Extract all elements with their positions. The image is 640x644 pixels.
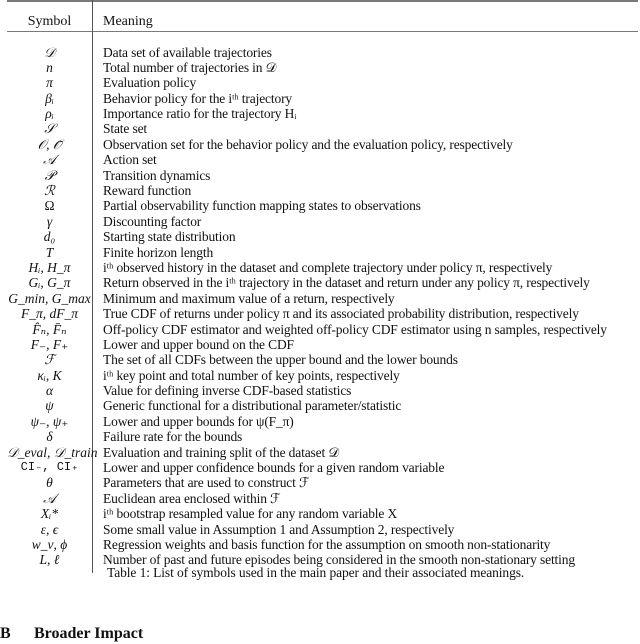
meaning-cell: The set of all CDFs between the upper bound and the lower bounds [103,352,458,368]
meaning-cell: Starting state distribution [103,229,236,245]
symbol-cell: 𝒜 [43,490,56,506]
column-header-meaning: Meaning [103,14,153,29]
symbol-cell: βᵢ [45,90,54,106]
symbol-cell: G_min, G_max [8,290,91,306]
table-row [0,152,640,167]
symbol-table-body [0,45,640,568]
symbol-cell: ρᵢ [45,106,54,122]
meaning-cell: Observation set for the behavior policy and the evaluation policy, respectively [103,136,513,152]
meaning-cell: Action set [103,152,157,168]
table-row [0,275,640,290]
symbol-cell: L, ℓ [39,552,60,568]
table-row [0,75,640,90]
table-row [0,106,640,121]
meaning-cell: Lower and upper bounds for ψ(F_π) [103,413,294,429]
symbol-cell: π [46,75,53,91]
table-row [0,506,640,521]
table-row [0,322,640,337]
meaning-cell: Off-policy CDF estimator and weighted off-policy CDF estimator using n samples, respectively [103,321,607,337]
meaning-cell: Behavior policy for the iᵗʰ trajectory [103,90,293,106]
meaning-cell: Minimum and maximum value of a return, respectively [103,290,395,306]
table-row [0,445,640,460]
table-row [0,429,640,444]
meaning-cell: State set [103,121,148,137]
meaning-cell: Data set of available trajectories [103,44,272,60]
meaning-cell: Transition dynamics [103,167,211,183]
table-row [0,475,640,490]
table-row [0,368,640,383]
symbol-cell: CI₋, CI₊ [20,460,79,475]
table-row [0,229,640,244]
meaning-cell: Importance ratio for the trajectory Hᵢ [103,106,297,122]
symbol-cell: d₀ [43,229,56,245]
symbol-cell: Gᵢ, G_π [28,275,71,291]
table-row [0,198,640,213]
section-title: Broader Impact [34,625,144,642]
meaning-cell: Lower and upper confidence bounds for a given random variable [103,460,445,476]
symbol-cell: 𝒫 [44,167,55,183]
table-row [0,398,640,413]
meaning-cell: True CDF of returns under policy π and its associated probability distribution, respectively [103,306,579,322]
table-row [0,260,640,275]
meaning-cell: Some small value in Assumption 1 and Assumption 2, respectively [103,521,455,537]
symbol-cell: w_ν, ϕ [31,537,68,552]
meaning-cell: iᵗʰ observed history in the dataset and complete trajectory under policy π, respectively [103,259,553,275]
meaning-cell: Reward function [103,183,192,199]
symbol-cell: F̂ₙ, F̄ₙ [32,321,67,337]
symbol-cell: ψ [45,398,54,414]
meaning-cell: Finite horizon length [103,244,214,260]
symbol-cell: n [46,59,53,75]
symbol-cell: 𝒟 [44,44,55,60]
symbol-cell: κᵢ, K [37,367,62,383]
table-row [0,45,640,60]
symbol-cell: T [45,244,54,260]
section-heading [0,625,143,643]
meaning-cell: Evaluation and training split of the dataset 𝒟 [103,444,339,460]
table-row [0,183,640,198]
symbol-cell: α [45,383,54,399]
table-row [0,245,640,260]
section-number: B [0,625,11,642]
table-header-rule [7,31,638,32]
table-row [0,137,640,152]
symbol-cell: θ [46,475,53,491]
table-row [0,383,640,398]
table-row [0,91,640,106]
meaning-cell: Total number of trajectories in 𝒟 [103,59,277,75]
meaning-cell: iᵗʰ bootstrap resampled value for any random variable X [103,506,398,522]
meaning-cell: Partial observability function mapping states to observations [103,198,421,214]
symbol-cell: γ [46,213,53,229]
meaning-cell: Generic functional for a distributional parameter/statistic [103,398,402,414]
symbol-cell: 𝒟_eval, 𝒟_train [7,444,98,460]
symbol-cell: Hᵢ, H_π [28,259,71,275]
table-row [0,306,640,321]
meaning-cell: Evaluation policy [103,75,197,91]
table-row [0,121,640,136]
symbol-cell: δ [46,429,53,445]
table-row [0,214,640,229]
symbol-cell: Ω [44,198,55,214]
symbol-cell: ℛ [44,183,55,199]
table-row [0,522,640,537]
symbol-cell: ψ₋, ψ₊ [30,413,69,429]
meaning-cell: Failure rate for the bounds [103,429,243,445]
meaning-cell: iᵗʰ key point and total number of key points, respectively [103,367,400,383]
symbol-cell: ℱ [44,352,55,368]
table-row [0,60,640,75]
table-row [0,168,640,183]
meaning-cell: Value for defining inverse CDF-based statistics [103,383,352,399]
meaning-cell: Number of past and future episodes being considered in the smooth non-stationary setting [103,552,575,568]
symbol-cell: ε, ϵ [40,521,59,537]
symbol-cell: F₋, F₊ [30,336,69,352]
table-row [0,414,640,429]
table-caption: Table 1: List of symbols used in the main paper and their associated meanings. [107,565,525,580]
meaning-cell: Euclidean area enclosed within ℱ [103,490,281,506]
table-row [0,460,640,475]
table-row [0,491,640,506]
table-row [0,291,640,306]
meaning-cell: Lower and upper bound on the CDF [103,336,294,352]
column-header-symbol: Symbol [27,14,72,29]
meaning-cell: Return observed in the iᵗʰ trajectory in the dataset and return under any policy π, respectively [103,275,590,291]
table-row [0,537,640,552]
symbol-cell: Xᵢ* [40,506,59,522]
meaning-cell: Discounting factor [103,213,202,229]
symbol-cell: 𝒪, 𝒪̃ [37,136,62,152]
table-top-rule [7,0,638,2]
table-row [0,337,640,352]
symbol-cell: F_π, dF_π [20,306,79,322]
symbol-cell: 𝒮 [44,121,55,137]
meaning-cell: Parameters that are used to construct ℱ [103,475,310,491]
table-row [0,352,640,367]
meaning-cell: Regression weights and basis function for the assumption on smooth non-stationarity [103,537,551,552]
symbol-cell: 𝒜 [43,152,56,168]
